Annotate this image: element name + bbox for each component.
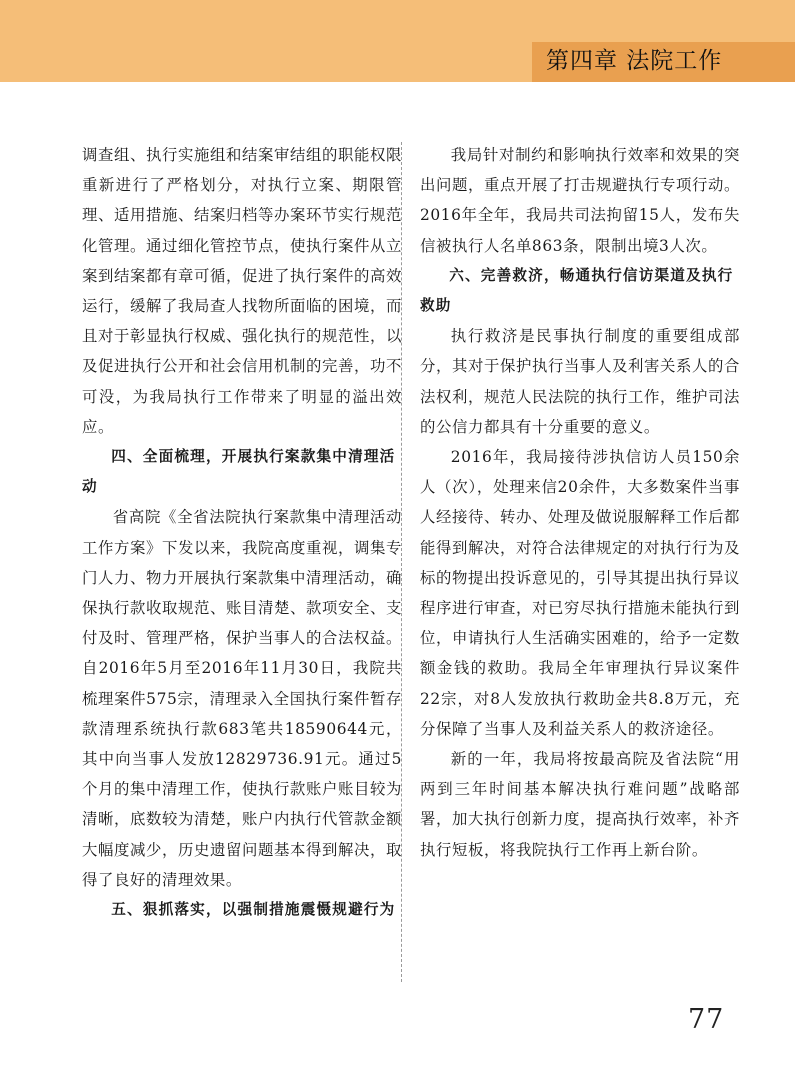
left-column — [82, 140, 402, 925]
chapter-title: 第四章 法院工作 — [546, 48, 723, 74]
right-paragraph-3: 2016年，我局接待涉执信访人员150余人（次），处理来信20余件，大多数案件当事人经接待、转办、处理及做说服解释工作后都能得到解决，对符合法律规定的对执行行为及标的物提出投诉意见的，引导其提出执行异议程序进行审查，对已穷尽执行措施未能执行到位，申请执行人生活确实困难的，给予一定数额金钱的救助。我局全年审理执行异议案件22宗，对8人发放执行救助金共8.8万元，充分保障了当事人及利益关系人的救济途径。 — [420, 448, 740, 738]
section-heading-5: 五、狠抓落实，以强制措施震慑规避行为 — [111, 901, 396, 919]
right-paragraph-4: 新的一年，我局将按最高院及省法院“用两到三年时间基本解决执行难问题”战略部署，加大执行创新力度，提高执行效率，补齐执行短板，将我院执行工作再上新台阶。 — [420, 750, 740, 859]
right-column — [420, 140, 740, 865]
left-paragraph-1: 调查组、执行实施组和结案审结组的职能权限重新进行了严格划分，对执行立案、期限管理、适用措施、结案归档等办案环节实行规范化管理。通过细化管控节点，使执行案件从立案到结案都有章可循，促进了执行案件的高效运行，缓解了我局查人找物所面临的困境，而且对于彰显执行权威、强化执行的规范性，以及促进执行公开和社会信用机制的完善，功不可没，为我局执行工作带来了明显的溢出效应。 — [82, 146, 402, 436]
right-paragraph-1: 我局针对制约和影响执行效率和效果的突出问题，重点开展了打击规避执行专项行动。2016年全年，我局共司法拘留15人，发布失信被执行人名单863条，限制出境3人次。 — [420, 146, 740, 255]
left-paragraph-2: 省高院《全省法院执行案款集中清理活动工作方案》下发以来，我院高度重视，调集专门人力、物力开展执行案款集中清理活动，确保执行款收取规范、账目清楚、款项安全、支付及时、管理严格，保护当事人的合法权益。自2016年5月至2016年11月30日，我院共梳理案件575宗，清理录入全国执行案件暂存款清理系统执行款683笔共18590644元，其中向当事人发放12829736.91元。通过5个月的集中清理工作，使执行款账户账目较为清晰，底数较为清楚，账户内执行代管款金额大幅度减少，历史遗留问题基本得到解决，取得了良好的清理效果。 — [82, 508, 402, 889]
section-heading-6: 六、完善救济，畅通执行信访渠道及执行救助 — [420, 266, 734, 315]
section-heading-4: 四、全面梳理，开展执行案款集中清理活动 — [82, 448, 396, 496]
right-paragraph-2: 执行救济是民事执行制度的重要组成部分，其对于保护执行当事人及利害关系人的合法权利，规范人民法院的执行工作，维护司法的公信力都具有十分重要的意义。 — [420, 327, 740, 436]
column-divider — [401, 142, 402, 982]
page-number: 77 — [688, 1004, 725, 1035]
